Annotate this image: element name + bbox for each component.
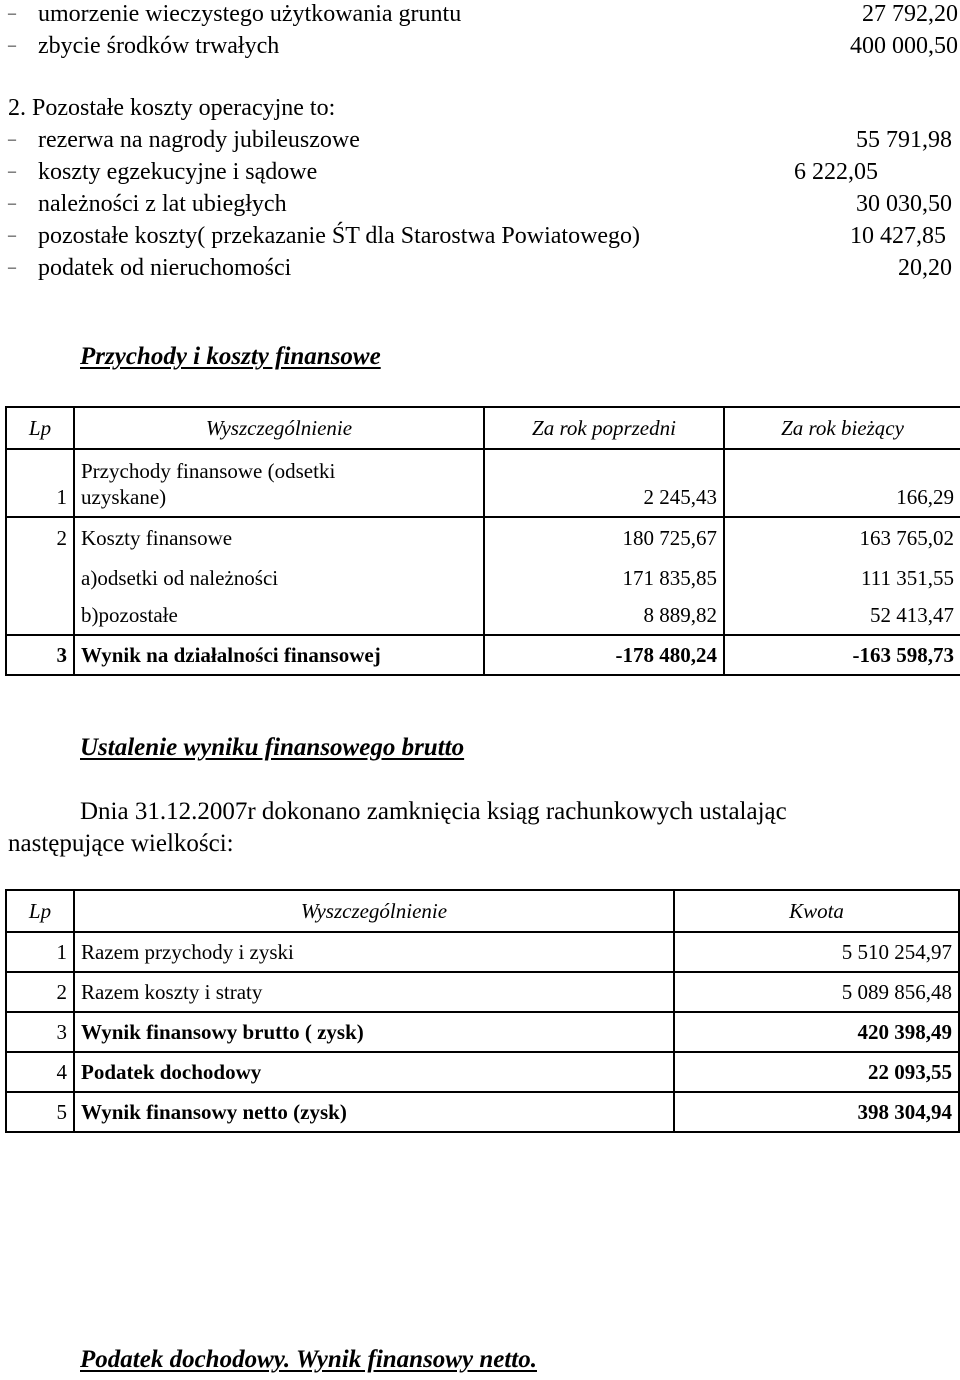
result-paragraph-line1: Dnia 31.12.2007r dokonano zamknięcia ksiąg rachunkowych ustalając	[80, 798, 787, 825]
result-table	[5, 889, 960, 1133]
dash-bullet: –	[8, 5, 16, 22]
cell-curr: 166,29	[724, 449, 960, 517]
result-heading: Ustalenie wyniku finansowego brutto	[80, 734, 465, 761]
table-row	[6, 597, 960, 635]
cell-prev: 8 889,82	[484, 597, 724, 635]
cell-amount: 420 398,49	[674, 1012, 959, 1052]
cell-desc-line2: uzyskane)	[81, 485, 167, 509]
cell-amount: 5 510 254,97	[674, 932, 959, 972]
list-item-value: 6 222,05	[794, 159, 878, 185]
list-item-label: pozostałe koszty( przekazanie ŚT dla Starostwa Powiatowego)	[38, 223, 641, 249]
list-item-value: 10 427,85	[850, 223, 946, 249]
table-header-row	[6, 890, 959, 932]
cell-amount: 398 304,94	[674, 1092, 959, 1132]
cell-desc: b)pozostałe	[74, 597, 484, 635]
cell-desc: Podatek dochodowy	[74, 1052, 674, 1092]
cell-prev: 2 245,43	[484, 449, 724, 517]
cell-lp: 4	[6, 1052, 74, 1092]
cell-prev: -178 480,24	[484, 635, 724, 675]
table-row	[6, 932, 959, 972]
list-item-value: 20,20	[898, 255, 952, 281]
cell-lp: 3	[6, 635, 74, 675]
col-header-prev: Za rok poprzedni	[484, 407, 724, 449]
table-row	[6, 1092, 959, 1132]
section-title: 2. Pozostałe koszty operacyjne to:	[8, 95, 336, 121]
cell-curr: 52 413,47	[724, 597, 960, 635]
cell-curr: 111 351,55	[724, 557, 960, 597]
col-header-desc: Wyszczególnienie	[74, 890, 674, 932]
table-header-row	[6, 407, 960, 449]
cell-desc: Koszty finansowe	[74, 517, 484, 557]
table-row	[6, 517, 960, 557]
cell-lp: 2	[6, 972, 74, 1012]
list-item-value: 30 030,50	[856, 191, 952, 217]
cell-lp	[6, 597, 74, 635]
list-item-value: 55 791,98	[856, 127, 952, 153]
cell-desc	[74, 449, 484, 517]
cell-curr: -163 598,73	[724, 635, 960, 675]
table-row	[6, 1012, 959, 1052]
cell-lp: 5	[6, 1092, 74, 1132]
list-item-label: koszty egzekucyjne i sądowe	[38, 159, 318, 185]
list-item-label: należności z lat ubiegłych	[38, 191, 287, 217]
list-item-label: rezerwa na nagrody jubileuszowe	[38, 127, 360, 153]
fin-table	[5, 406, 960, 676]
dash-bullet: –	[8, 227, 16, 244]
bottom-heading: Podatek dochodowy. Wynik finansowy netto.	[80, 1346, 537, 1373]
table-row	[6, 972, 959, 1012]
result-paragraph-line2: następujące wielkości:	[8, 830, 234, 857]
cell-desc: a)odsetki od należności	[74, 557, 484, 597]
cell-desc: Wynik finansowy brutto ( zysk)	[74, 1012, 674, 1052]
list-item-value: 27 792,20	[862, 1, 958, 27]
cell-prev: 180 725,67	[484, 517, 724, 557]
col-header-lp: Lp	[6, 407, 74, 449]
col-header-amount: Kwota	[674, 890, 959, 932]
cell-lp: 1	[6, 932, 74, 972]
dash-bullet: –	[8, 195, 16, 212]
table-row-total	[6, 635, 960, 675]
cell-amount: 5 089 856,48	[674, 972, 959, 1012]
cell-desc: Razem przychody i zyski	[74, 932, 674, 972]
fin-heading: Przychody i koszty finansowe	[80, 343, 381, 370]
cell-prev: 171 835,85	[484, 557, 724, 597]
table-row	[6, 557, 960, 597]
cell-desc: Wynik na działalności finansowej	[74, 635, 484, 675]
table-row	[6, 1052, 959, 1092]
cell-desc: Wynik finansowy netto (zysk)	[74, 1092, 674, 1132]
cell-lp	[6, 557, 74, 597]
col-header-lp: Lp	[6, 890, 74, 932]
cell-amount: 22 093,55	[674, 1052, 959, 1092]
list-item-label: zbycie środków trwałych	[38, 33, 280, 59]
cell-lp: 2	[6, 517, 74, 557]
list-item-label: podatek od nieruchomości	[38, 255, 292, 281]
list-item-label: umorzenie wieczystego użytkowania gruntu	[38, 1, 462, 27]
table-row	[6, 449, 960, 517]
col-header-desc: Wyszczególnienie	[74, 407, 484, 449]
dash-bullet: –	[8, 163, 16, 180]
list-item-value: 400 000,50	[850, 33, 958, 59]
dash-bullet: –	[8, 131, 16, 148]
cell-lp: 1	[6, 449, 74, 517]
cell-desc: Razem koszty i straty	[74, 972, 674, 1012]
cell-curr: 163 765,02	[724, 517, 960, 557]
dash-bullet: –	[8, 259, 16, 276]
dash-bullet: –	[8, 37, 16, 54]
cell-desc-line1: Przychody finansowe (odsetki	[81, 459, 336, 483]
cell-lp: 3	[6, 1012, 74, 1052]
col-header-curr: Za rok bieżący	[724, 407, 960, 449]
